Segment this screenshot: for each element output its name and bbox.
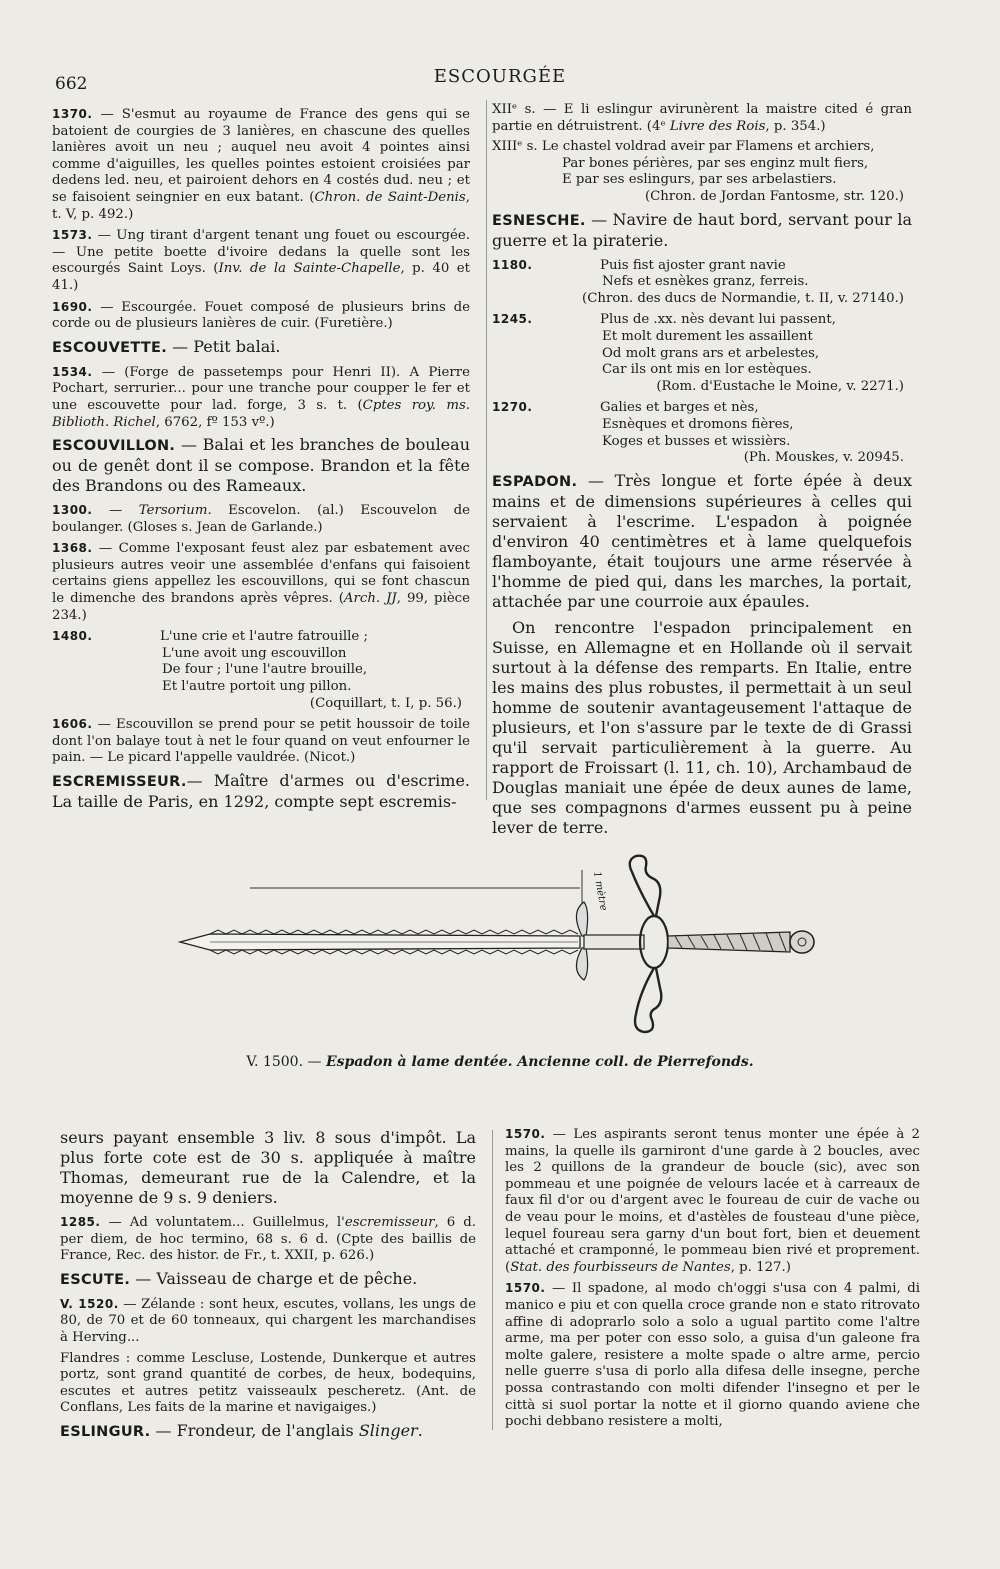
verse-1180: 1180. Puis fist ajoster grant navie Nefs et esnèkes granz, ferreis. (Chron. des ducs de Normandie, t. II, v. 27140.) (492, 257, 904, 306)
column-4 (505, 1126, 920, 1435)
quillon-bottom (635, 968, 661, 1032)
column-2 (492, 102, 912, 844)
headword-escouvillon: ESCOUVILLON. — Balai et les branches de bouleau ou de genêt dont il se compose. Brandon et la fête des Brandons ou des Rameaux. (52, 435, 470, 496)
page-header (0, 66, 1000, 96)
page-number: 662 (55, 74, 88, 94)
headword-eslingur: ESLINGUR. — Frondeur, de l'anglais Slinger. (60, 1420, 423, 1440)
headword-escute: ESCUTE. — Vaisseau de charge et de pêche. (60, 1268, 418, 1288)
espadon-paragraph-2: On rencontre l'espadon principalement en Suisse, en Allemagne et en Hollande où il servait surtout à la défense des remparts. En Italie, entre les mains des plus robustes, il permettait à un seul homme de soutenir avantageusement l'attaque de plusieurs, et l'on s'assure par le texte de di Grassi qu'il servait particulièrement à la guerre. Au rapport de Froissart (l. 11, ch. 10), Archambaud de Douglas maniait une épée de deux aunes de lame, que ses compagnons d'armes eussent pu à peine lever de terre. (492, 617, 912, 837)
quillon-top (630, 856, 661, 916)
entry-1570-spadone: 1570. — Il spadone, al modo ch'oggi s'usa con 4 palmi, di manico e piu et con quella croce grande non e stato ritrovato affine di adoprarlo solo a solo a ugual partito come l'altre arme, ma per poter con esso solo, a guisa d'un galeone fra molte galere, resistere a molte spade o altre arme, percio nelle guerre s'usa di porlo alla difesa delle insegne, perche possa contrastando con molti difender l'insegno et per le città si suol portar la notte et il giorno quando aviene che pochi debbano resistere a molti, (505, 1281, 920, 1430)
verse-1270: 1270. Galies et barges et nès, Esnèques et dromons fières, Koges et busses et wissièrs. (Ph. Mouskes, v. 20945. (492, 400, 904, 466)
ricasso (584, 935, 644, 949)
entry-1570-nantes: 1570. — Les aspirants seront tenus monter une épée à 2 mains, la quelle ils garniront d'une garde à 2 boucles, avec les 2 quillons de la grandeur de boucle (sic), avec son pommeau et une poignée de velours lacée et à carreaux de faux fil d'or ou d'argent avec le foureau de cuir de vache ou de veau pour le moins, et d'astèles de fousteau d'une pièce, lequel foureau sera garny d'un bout fort, bien et deuement attaché et cramponné, le pommeau bien rivé et proprement. (Stat. des fourbisseurs de Nantes, p. 127.) (505, 1127, 920, 1275)
entry-1368: 1368. — Comme l'exposant feust alez par esbatement avec plusieurs autres veoir une assemblée d'enfans qui faisoient certains giens appellez les escouvillons, qui se font chascun le dimenche des brandons après vêpres. (Arch. JJ, 99, pièce 234.) (52, 541, 471, 623)
headword-escouvette: ESCOUVETTE. — Petit balai. (52, 336, 281, 356)
pommel (790, 931, 814, 953)
escremisseur-continuation: seurs payant ensemble 3 liv. 8 sous d'impôt. La plus forte cote est de 30 s. appliquée à maître Thomas, demeurant rue de la Calendre, et la moyenne de 9 s. 9 deniers. (60, 1128, 476, 1207)
lug-top (576, 902, 587, 936)
headword-esnesche: ESNESCHE. — Navire de haut bord, servant pour la guerre et la piraterie. (492, 209, 912, 250)
entry-flandres: Flandres : comme Lescluse, Lostende, Dunkerque et autres portz, sont grand quantité de corbes, de heux, bodequins, escutes et autres petitz vaisseaulx pescheretz. (Ant. de Conflans, Les faits de la marine et navigaiges.) (60, 1350, 476, 1416)
entry-1520: V. 1520. — Zélande : sont heux, escutes, vollans, les ungs de 80, de 70 et de 60 tonneaux, qui chargent les marchandises à Herving... (60, 1296, 477, 1345)
verse-1480: 1480. L'une crie et l'autre fatrouille ; L'une avoit ung escouvillon De four ; l'une l'autre brouille, Et l'autre portoit ung pillon. (Coquillart, t. I, p. 56.) (52, 629, 462, 711)
entry-1573: 1573. — Ung tirant d'argent tenant ung fouet ou escourgée. — Une petite boette d'ivoire dedans la quelle sont les escourgés Saint Loys. (Inv. de la Sainte-Chapelle, p. 40 et 41.) (52, 228, 471, 293)
entry-1300: 1300. — Tersorium. Escovelon. (al.) Escouvelon de boulanger. (Gloses s. Jean de Garlande.) (52, 503, 470, 535)
entry-1690: 1690. — Escourgée. Fouet composé de plusieurs brins de corde ou de plusieurs lanières de cuir. (Furetière.) (52, 299, 470, 332)
headword-espadon: ESPADON. — Très longue et forte épée à deux mains et de dimensions supérieures à celles qui servaient à l'escrime. L'espadon à poignée d'environ 40 centimètres et à lame quelquefois flamboyante, était toujours une arme réservée à l'homme de pied qui, dans les marches, la portait, attachée par une courroie aux épaules. (492, 470, 912, 611)
verse-13th-century: XIIIᵉ s. Le chastel voldrad aveir par Flamens et archiers, Par bones périères, par ses enginz mult fiers, E par ses eslingurs, par ses arbelastiers. (Chron. de Jordan Fantosme, str. 120.) (492, 139, 904, 204)
figure-caption: V. 1500. — Espadon à lame dentée. Ancienne coll. de Pierrefonds. (246, 1054, 754, 1070)
entry-1370: 1370. — S'esmut au royaume de France des gens qui se batoient de courgies de 3 lanières, en chascune des quelles lanières avoit un neu ; auquel neu avoit 4 pointes ainsi comme d'aiguilles, les quelles pointes estoient croisiées par dedens led. neu, et pairoient dehors en 4 costés dud. neu ; et se faisoient seingnier en eux batant. (Chron. de Saint-Denis, t. V, p. 492.) (52, 107, 470, 222)
verse-1245: 1245. Plus de .xx. nès devant lui passent, Et molt durement les assaillent Od molt grans ars et arbelestes, Car ils ont mis en lor estèques. (Rom. d'Eustache le Moine, v. 2271.) (492, 312, 904, 394)
entry-1534: 1534. — (Forge de passetemps pour Henri II). A Pierre Pochart, serrurier... pour une tranche pour coupper le fer et une escouvette pour lad. forge, 3 s. t. (Cptes roy. ms. Biblioth. Richel, 6762, fº 153 vº.) (52, 364, 470, 430)
column-divider-bottom (492, 1130, 493, 1430)
column-3 (60, 1128, 476, 1448)
scale-label: 1 mètre (591, 870, 609, 912)
column-1 (52, 106, 470, 818)
entry-1606: 1606. — Escouvillon se prend pour se petit houssoir de toile dont l'on balaye tout à net le four quand on veut enfourner le pain. — Le picard l'appelle vauldrée. (Nicot.) (52, 717, 470, 766)
blade-teeth-bottom (210, 950, 578, 954)
running-title: ESCOURGÉE (433, 66, 567, 87)
column-divider (486, 100, 487, 800)
headword-escremisseur: ESCREMISSEUR.— Maître d'armes ou d'escrime. La taille de Paris, en 1292, compte sept escremis- (52, 771, 470, 811)
entry-1285: 1285. — Ad voluntatem... Guillelmus, l'escremisseur, 6 d. per diem, de hoc termino, 68 s. 6 d. (Cpte des baillis de France, Rec. des histor. de Fr., t. XXII, p. 626.) (60, 1215, 476, 1264)
entry-12th-century: XIIᵉ s. — E li eslingur avirunèrent la maistre cited é gran partie en détruistrent. (4ᵉ Livre des Rois, p. 354.) (492, 102, 912, 134)
blade-teeth-top (210, 930, 578, 934)
espadon-illustration (170, 852, 830, 1052)
lug-bottom (576, 948, 587, 980)
sword-figure (170, 852, 830, 1052)
